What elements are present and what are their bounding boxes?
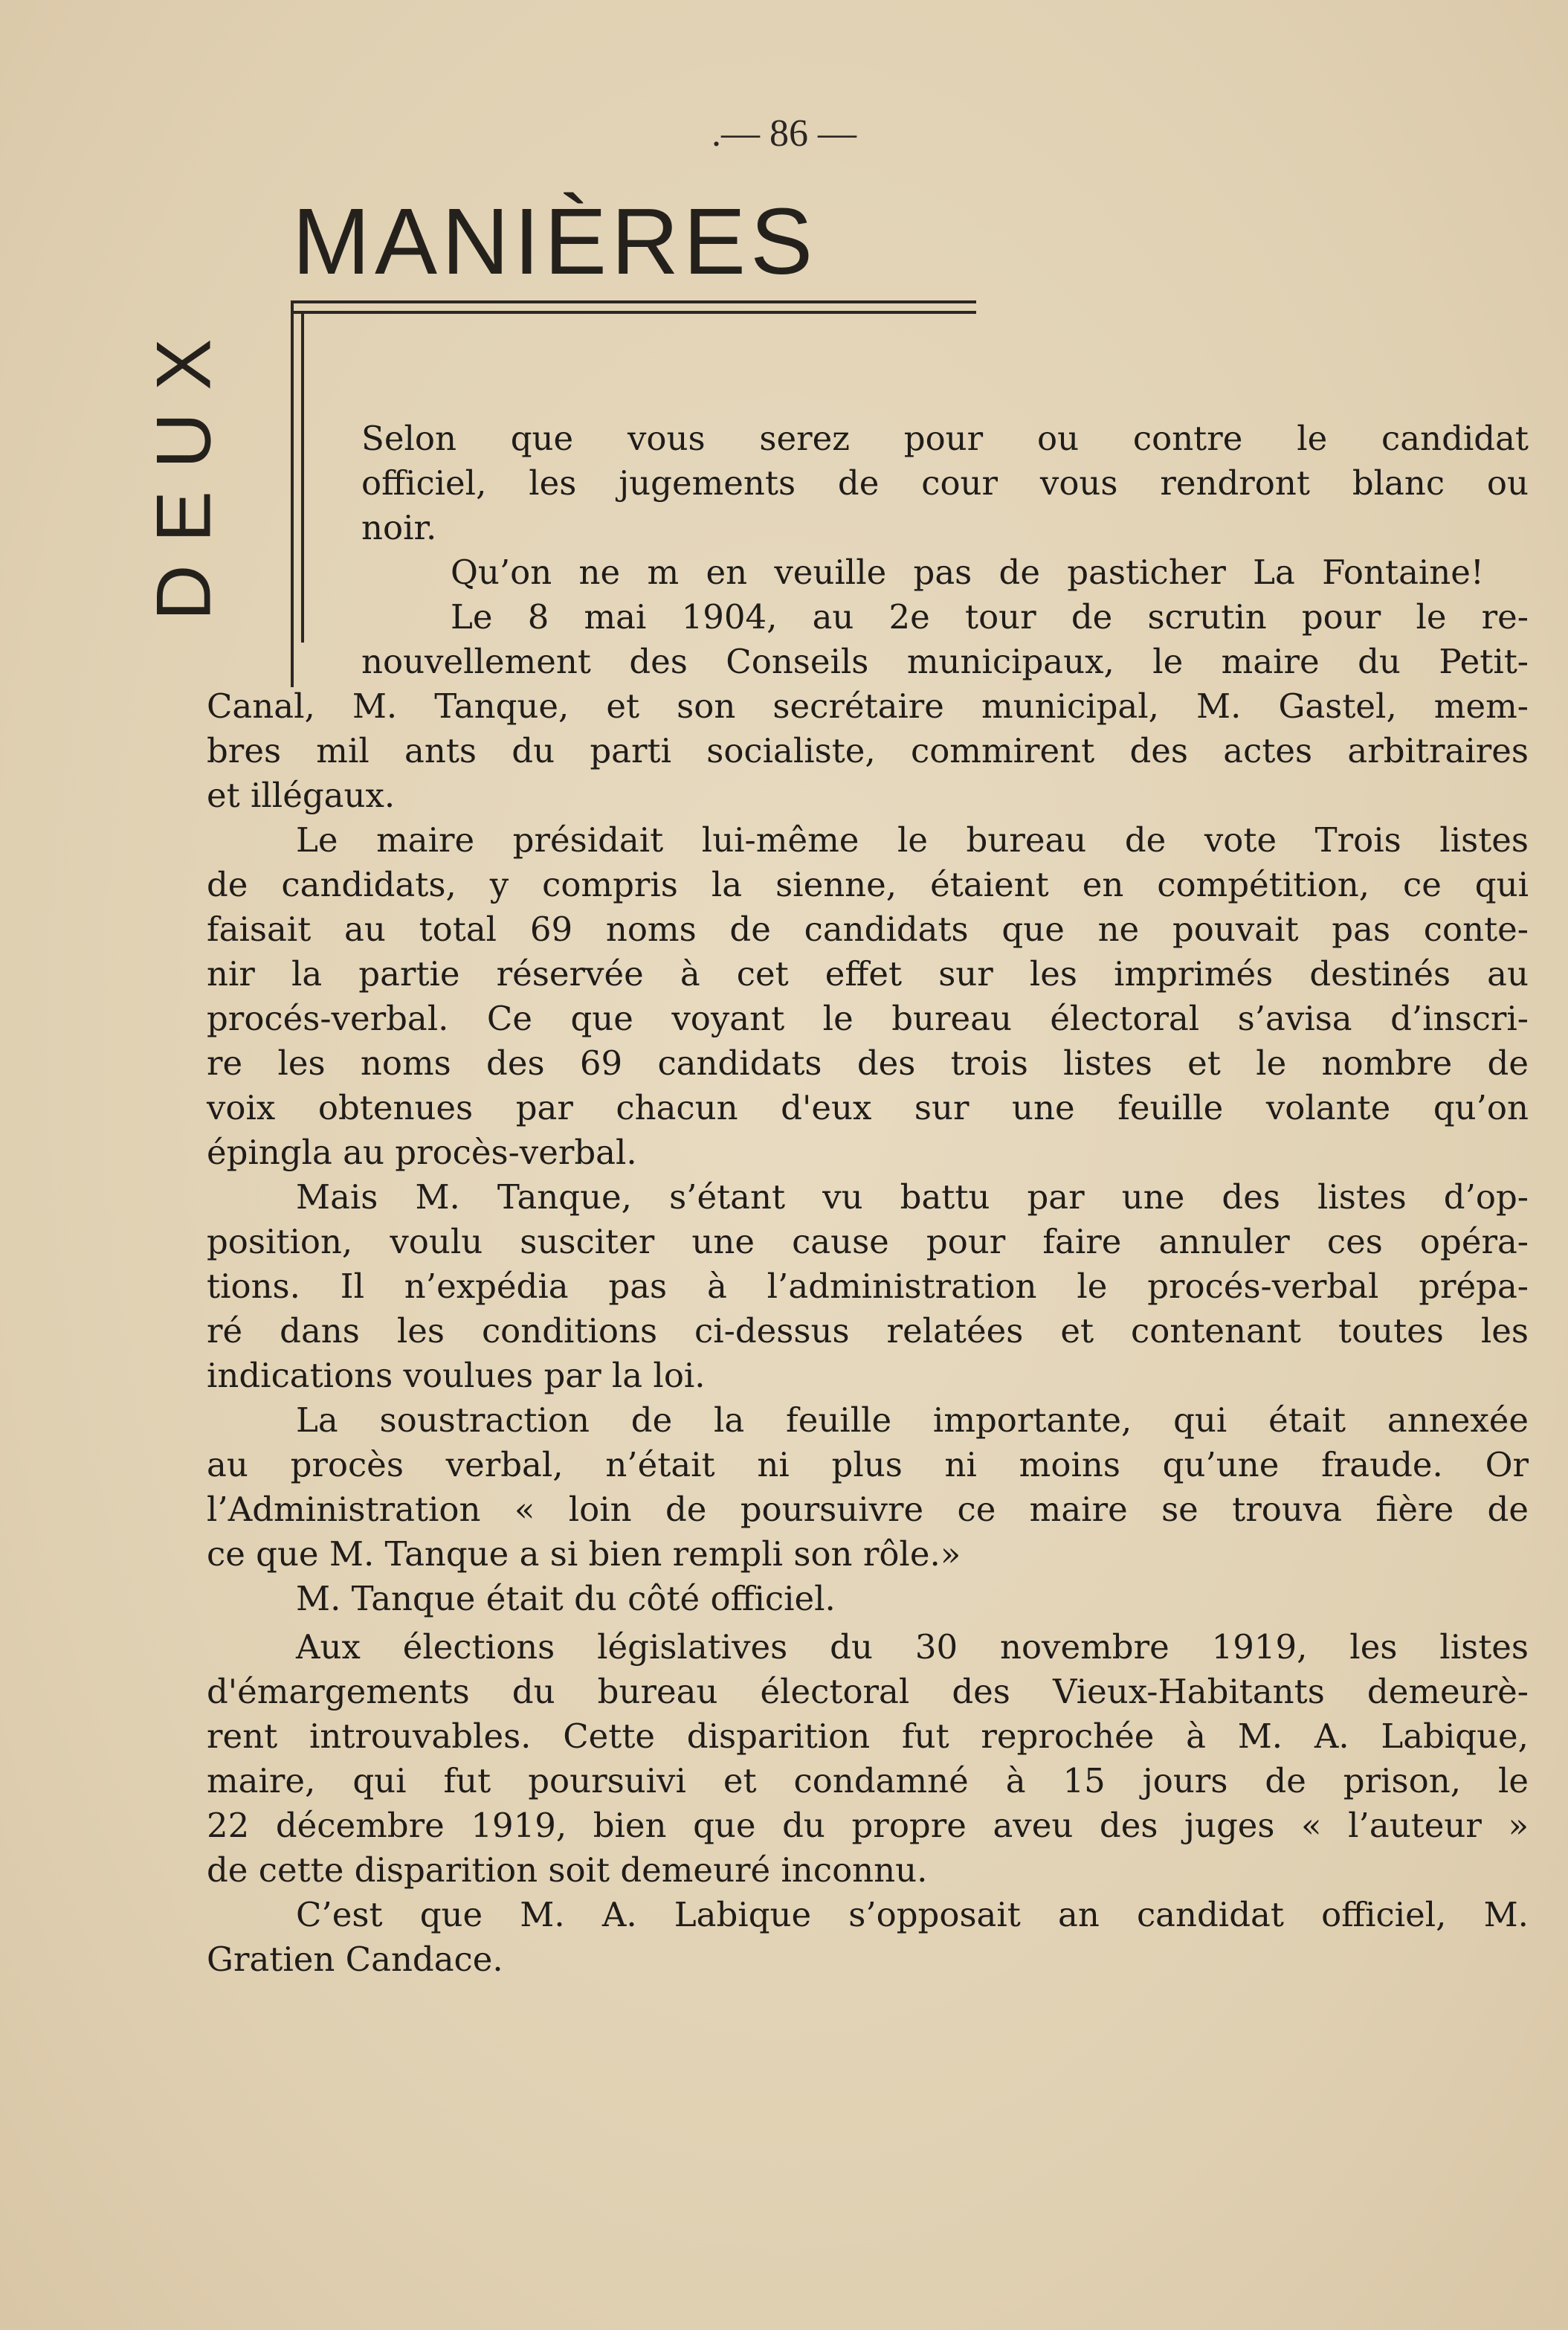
side-rule-inner xyxy=(301,311,304,643)
title-rule-bottom xyxy=(292,311,976,314)
text-line: d'émargements du bureau électoral des Vieux-Habitants demeurè- xyxy=(207,1672,1529,1711)
text-line: Gratien Candace. xyxy=(207,1940,503,1979)
side-rule-outer xyxy=(291,300,294,687)
text-line: position, voulu susciter une cause pour faire annuler ces opéra- xyxy=(207,1222,1529,1261)
text-line: de cette disparition soit demeuré inconnu. xyxy=(207,1850,928,1890)
text-line: officiel, les jugements de cour vous rendront blanc ou xyxy=(361,463,1529,503)
side-title: DEUX xyxy=(141,316,228,621)
chapter-title: MANIÈRES xyxy=(292,189,818,294)
text-line: re les noms des 69 candidats des trois listes et le nombre de xyxy=(207,1043,1529,1083)
text-line: Le maire présidait lui-même le bureau de vote Trois listes xyxy=(296,820,1529,860)
text-line: voix obtenues par chacun d'eux sur une feuille volante qu’on xyxy=(207,1088,1529,1127)
text-line: et illégaux. xyxy=(207,776,396,815)
text-line: Mais M. Tanque, s’étant vu battu par une des listes d’op- xyxy=(296,1177,1529,1217)
text-line: au procès verbal, n’était ni plus ni moins qu’une fraude. Or xyxy=(207,1445,1529,1484)
text-line: Le 8 mai 1904, au 2e tour de scrutin pour le re- xyxy=(451,597,1529,637)
text-line: noir. xyxy=(361,508,437,547)
text-line: 22 décembre 1919, bien que du propre aveu des juges « l’auteur » xyxy=(207,1806,1529,1845)
text-line: maire, qui fut poursuivi et condamné à 15 jours de prison, le xyxy=(207,1761,1529,1800)
text-line: Qu’on ne m en veuille pas de pasticher La Fontaine! xyxy=(451,553,1484,592)
text-line: La soustraction de la feuille importante, qui était annexée xyxy=(296,1400,1529,1440)
text-line: bres mil ants du parti socialiste, commirent des actes arbitraires xyxy=(207,731,1529,770)
text-line: l’Administration « loin de poursuivre ce maire se trouva fière de xyxy=(207,1490,1529,1529)
text-line: C’est que M. A. Labique s’opposait an candidat officiel, M. xyxy=(296,1895,1529,1934)
text-line: ré dans les conditions ci-dessus relatées et contenant toutes les xyxy=(207,1311,1529,1351)
text-line: nouvellement des Conseils municipaux, le maire du Petit- xyxy=(361,642,1529,681)
text-line: rent introuvables. Cette disparition fut reprochée à M. A. Labique, xyxy=(207,1716,1529,1756)
title-rule-top xyxy=(292,300,976,303)
text-line: faisait au total 69 noms de candidats que ne pouvait pas conte- xyxy=(207,910,1529,949)
text-line: indications voulues par la loi. xyxy=(207,1356,706,1395)
text-line: M. Tanque était du côté officiel. xyxy=(296,1579,836,1618)
text-line: ce que M. Tanque a si bien rempli son rôle.» xyxy=(207,1534,961,1574)
text-line: Canal, M. Tanque, et son secrétaire municipal, M. Gastel, mem- xyxy=(207,686,1529,726)
page-number: .— 86 — xyxy=(712,112,856,155)
text-line: tions. Il n’expédia pas à l’administration le procés-verbal prépa- xyxy=(207,1267,1529,1306)
text-line: Selon que vous serez pour ou contre le candidat xyxy=(361,419,1529,458)
text-line: épingla au procès-verbal. xyxy=(207,1133,637,1172)
text-line: de candidats, y compris la sienne, étaient en compétition, ce qui xyxy=(207,865,1529,904)
text-line: nir la partie réservée à cet effet sur les imprimés destinés au xyxy=(207,954,1529,994)
text-line: Aux élections législatives du 30 novembre 1919, les listes xyxy=(296,1627,1529,1667)
text-line: procés-verbal. Ce que voyant le bureau électoral s’avisa d’inscri- xyxy=(207,999,1529,1038)
